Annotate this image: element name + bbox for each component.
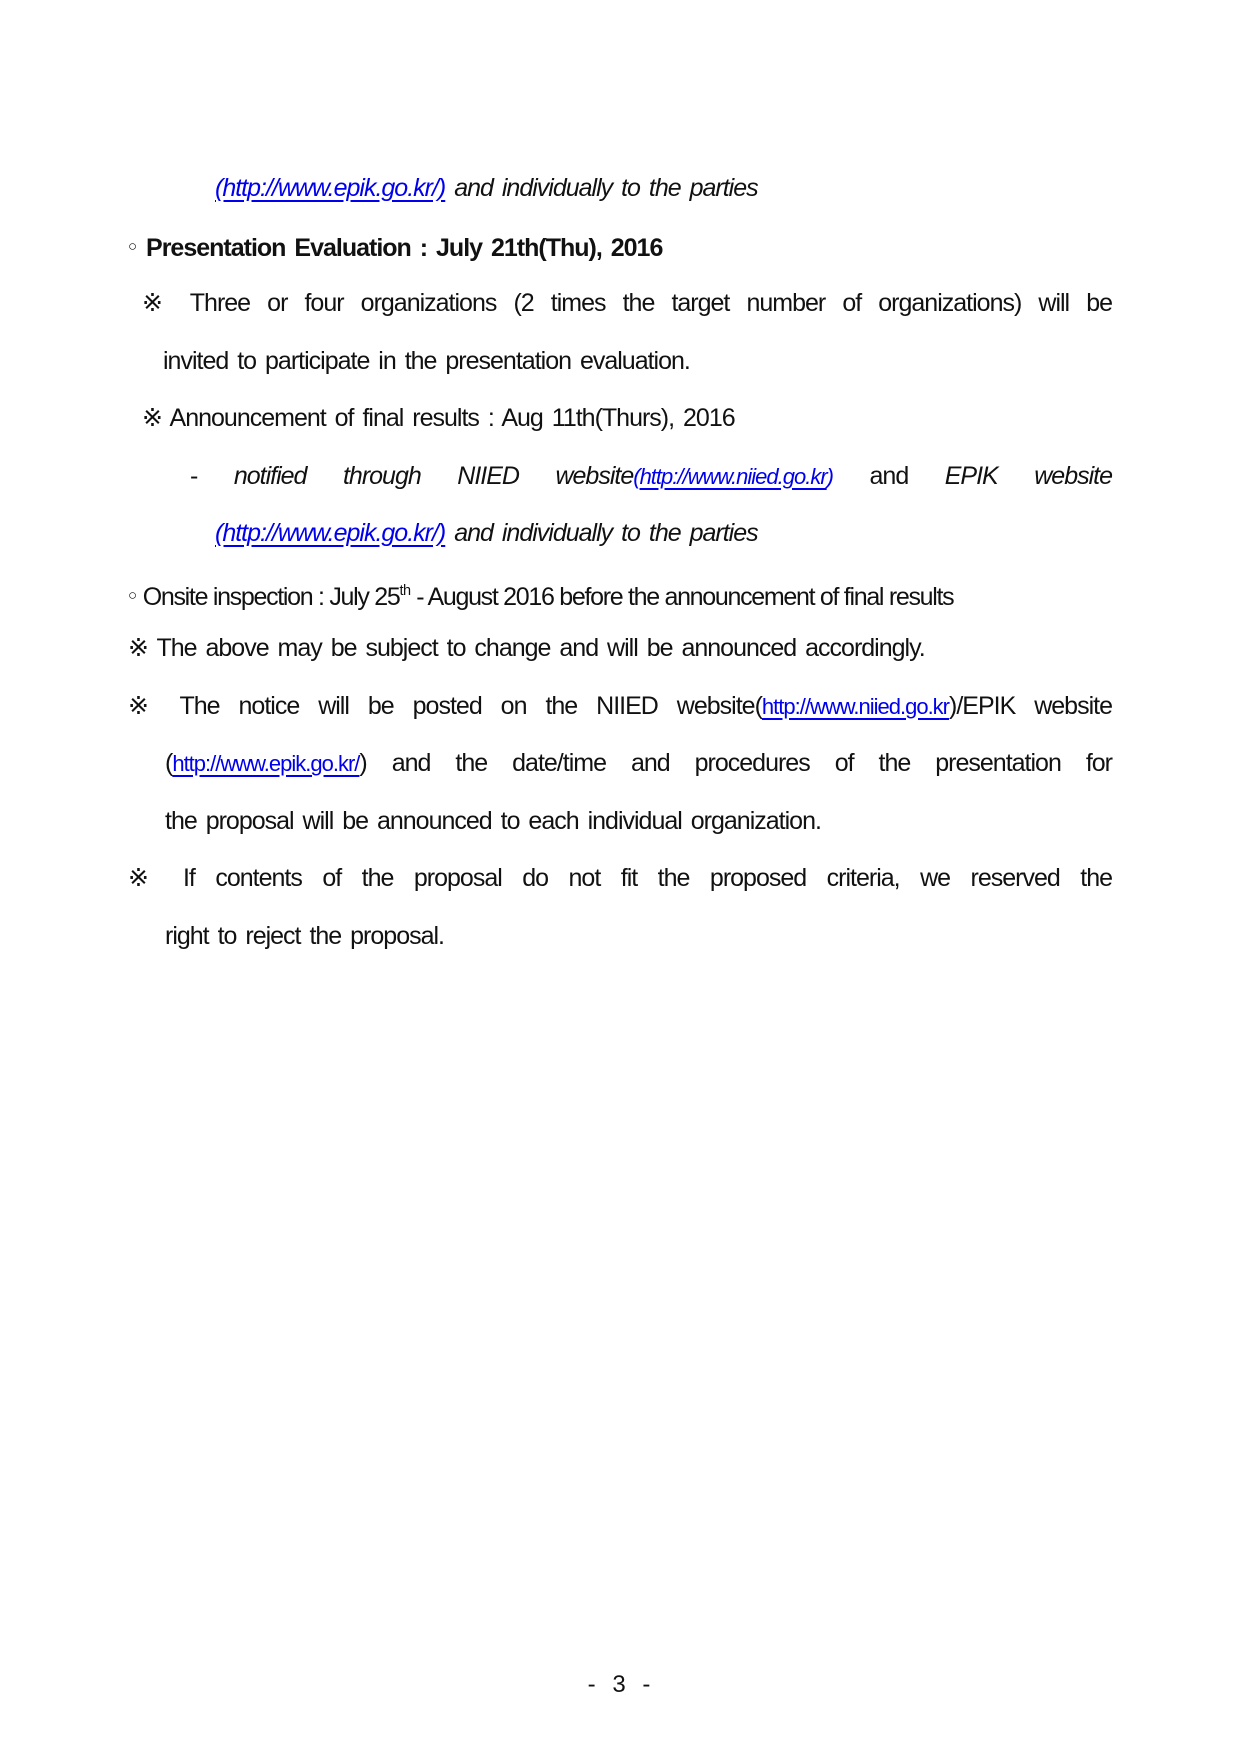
line-epik-url-parties-a (128, 160, 1112, 218)
note-subject-to-change (128, 620, 1112, 678)
line-text: The notice will be posted on the NIIED website( (179, 691, 762, 720)
line-text: and individually to the parties (454, 519, 758, 547)
hyperlink-epik[interactable]: (http://www.epik.go.kr/) (215, 174, 446, 202)
circle-bullet-icon: ○ (128, 237, 138, 255)
note-notice-posted (128, 678, 1112, 736)
bullet-presentation-evaluation (128, 218, 1112, 276)
line-text: the proposal will be announced to each individual organization. (165, 806, 821, 835)
dash-icon: - (190, 461, 198, 490)
circle-bullet-icon: ○ (128, 586, 138, 604)
reference-mark-icon: ※ (142, 404, 162, 432)
reference-mark-icon: ※ (128, 691, 161, 720)
note-final-results (128, 390, 1112, 448)
line-text: and (869, 461, 909, 490)
line-text: - August 2016 before the announcement of final results (416, 582, 954, 611)
hyperlink-epik[interactable]: http://www.epik.go.kr/ (172, 751, 360, 776)
line-text: Onsite inspection : July 25 (142, 582, 400, 611)
bullet-onsite-inspection (128, 563, 1112, 621)
close-paren: ) (826, 463, 833, 489)
superscript-th: th (399, 582, 411, 599)
line-text: and individually to the parties (454, 174, 758, 202)
note-three-or-four-orgs (128, 275, 1112, 333)
reference-mark-icon: ※ (128, 634, 148, 662)
line-epik-url-parties-b (128, 505, 1112, 563)
line-text: invited to participate in the presentation evaluation. (163, 346, 690, 375)
line-text: If contents of the proposal do not fit the proposed criteria, we reserved the (182, 864, 1113, 892)
page-number: - 3 - (587, 1671, 653, 1698)
reference-mark-icon: ※ (142, 289, 174, 317)
line-text: Presentation Evaluation : July 21th(Thu), 2016 (146, 233, 663, 262)
line-text: ) and the date/time and procedures of the presentation for (359, 749, 1112, 777)
line-text: Announcement of final results : Aug 11th(Thurs), 2016 (169, 404, 735, 432)
hyperlink-niied[interactable]: http://www.niied.go.kr (639, 463, 827, 489)
line-text: right to reject the proposal. (165, 921, 444, 950)
line-text: Three or four organizations (2 times the target number of organizations) will be (189, 289, 1113, 317)
note-notice-posted-cont-1 (128, 735, 1112, 793)
subitem-notified-through (128, 448, 1112, 506)
note-notice-posted-cont-2 (128, 793, 1112, 851)
line-text: )/EPIK website (949, 691, 1112, 720)
open-paren: ( (633, 463, 640, 489)
note-proposal-criteria (128, 850, 1112, 908)
note-three-or-four-orgs-cont (128, 333, 1112, 391)
reference-mark-icon: ※ (128, 864, 163, 892)
line-text: EPIK website (944, 461, 1112, 490)
line-text: The above may be subject to change and will be announced accordingly. (156, 634, 925, 662)
open-paren: ( (165, 749, 173, 777)
hyperlink-niied[interactable]: http://www.niied.go.kr (761, 693, 950, 719)
document-body (128, 160, 1112, 965)
hyperlink-epik[interactable]: (http://www.epik.go.kr/) (215, 519, 446, 547)
line-text: notified through NIIED website (233, 461, 634, 490)
note-proposal-criteria-cont (128, 908, 1112, 966)
